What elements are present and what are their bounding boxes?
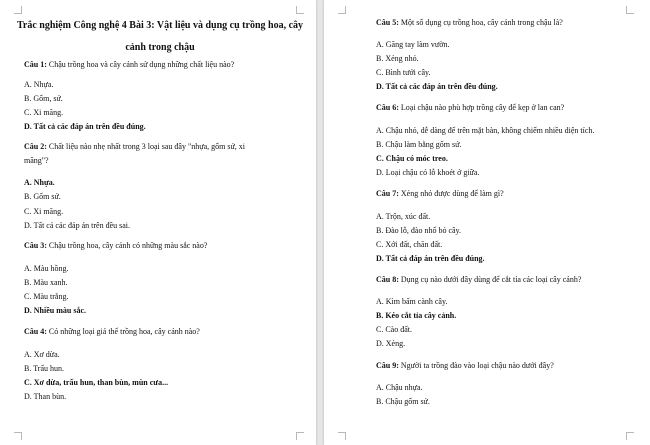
option-7c: C. Xới đất, chăn đất.	[376, 240, 443, 249]
option-7d-correct: D. Tất cả đáp án trên đều đúng.	[376, 254, 485, 263]
option-2a-correct: A. Nhựa.	[24, 178, 55, 187]
option-2b: B. Gốm sứ.	[24, 192, 61, 201]
question-text: Chất liệu nào nhẹ nhất trong 3 loại sau đây "nhựa, gốm sứ, xi	[48, 142, 246, 151]
page-corner-mark	[338, 6, 346, 14]
option-6a: A. Chậu nhỏ, dễ dàng để trên mặt bàn, không chiếm nhiều diện tích.	[376, 126, 595, 135]
option-7a: A. Trộn, xúc đất.	[376, 212, 431, 221]
question-label: Câu 5:	[376, 18, 399, 27]
document-title: Trắc nghiệm Công nghệ 4 Bài 3: Vật liệu và dụng cụ trồng hoa, cây cảnh trong chậu	[16, 20, 304, 53]
option-4c-correct: C. Xơ dừa, trấu hun, than bùn, mùn cưa...	[24, 378, 169, 387]
question-text: Một số dụng cụ trồng hoa, cây cảnh trong chậu là?	[400, 18, 563, 27]
option-5c: C. Bình tưới cây.	[376, 68, 431, 77]
question-2	[24, 142, 245, 152]
question-6	[376, 103, 564, 113]
question-label: Câu 9:	[376, 361, 399, 370]
question-label: Câu 2:	[24, 142, 47, 151]
question-label: Câu 1:	[24, 60, 47, 69]
option-3d-correct: D. Nhiều màu sắc.	[24, 306, 87, 315]
page-corner-mark	[626, 432, 634, 440]
question-text: Chậu trồng hoa, cây cảnh có những màu sắc nào?	[48, 241, 208, 250]
option-1b: B. Gốm, sứ.	[24, 94, 63, 103]
option-5d-correct: D. Tất cả các đáp án trên đều đúng.	[376, 82, 498, 91]
option-5b: B. Xẻng nhỏ.	[376, 54, 419, 63]
option-1a: A. Nhựa.	[24, 80, 54, 89]
page-corner-mark	[296, 6, 304, 14]
question-label: Câu 6:	[376, 103, 399, 112]
option-6c-correct: C. Chậu có móc treo.	[376, 154, 448, 163]
question-text: Loại chậu nào phù hợp trồng cây để kẹp ở lan can?	[400, 103, 565, 112]
option-8d: D. Xẻng.	[376, 339, 406, 348]
option-4b: B. Trấu hun.	[24, 364, 65, 373]
option-1c: C. Xi măng.	[24, 108, 64, 117]
page-corner-mark	[338, 432, 346, 440]
question-text: Có những loại giá thể trồng hoa, cây cảnh nào?	[48, 327, 200, 336]
option-9a: A. Chậu nhựa.	[376, 383, 423, 392]
question-3	[24, 241, 207, 251]
question-label: Câu 4:	[24, 327, 47, 336]
page-corner-mark	[296, 432, 304, 440]
option-3b: B. Màu xanh.	[24, 278, 68, 287]
document-page-right	[324, 0, 650, 445]
option-8b-correct: B. Kéo cắt tỉa cây cảnh.	[376, 311, 457, 320]
question-text: Dụng cụ nào dưới đây dùng để cắt tỉa các loại cây cảnh?	[400, 275, 582, 284]
option-8c: C. Cào đất.	[376, 325, 412, 334]
question-2-continued: măng"?	[24, 156, 49, 165]
option-6d: D. Loại chậu có lỗ khoét ở giữa.	[376, 168, 480, 177]
option-6b: B. Chậu làm bằng gốm sứ.	[376, 140, 462, 149]
option-3c: C. Màu trắng.	[24, 292, 69, 301]
option-2c: C. Xi măng.	[24, 207, 64, 216]
page-corner-mark	[14, 6, 22, 14]
option-7b: B. Đào lỗ, đào nhổ bỏ cây.	[376, 226, 462, 235]
option-8a: A. Kìm bấm cành cây.	[376, 297, 448, 306]
page-corner-mark	[626, 6, 634, 14]
page-corner-mark	[14, 432, 22, 440]
question-4	[24, 327, 200, 337]
option-4d: D. Than bùn.	[24, 392, 67, 401]
question-8	[376, 275, 581, 285]
question-text: Người ta trồng đào vào loại chậu nào dưới đây?	[400, 361, 554, 370]
question-1	[24, 60, 234, 70]
question-label: Câu 3:	[24, 241, 47, 250]
option-2d: D. Tất cả các đáp án trên đều sai.	[24, 221, 131, 230]
question-7	[376, 189, 504, 199]
option-3a: A. Màu hồng.	[24, 264, 69, 273]
question-9	[376, 361, 554, 371]
document-page-left	[0, 0, 316, 445]
question-5	[376, 18, 563, 28]
question-label: Câu 8:	[376, 275, 399, 284]
question-text: Xẻng nhỏ được dùng để làm gì?	[400, 189, 504, 198]
question-label: Câu 7:	[376, 189, 399, 198]
question-text: Chậu trồng hoa và cây cảnh sử dụng những chất liệu nào?	[48, 60, 235, 69]
option-5a: A. Găng tay làm vườn.	[376, 40, 450, 49]
option-4a: A. Xơ dừa.	[24, 350, 60, 359]
option-1d-correct: D. Tất cả các đáp án trên đều đúng.	[24, 122, 146, 131]
option-9b: B. Chậu gốm sứ.	[376, 397, 430, 406]
